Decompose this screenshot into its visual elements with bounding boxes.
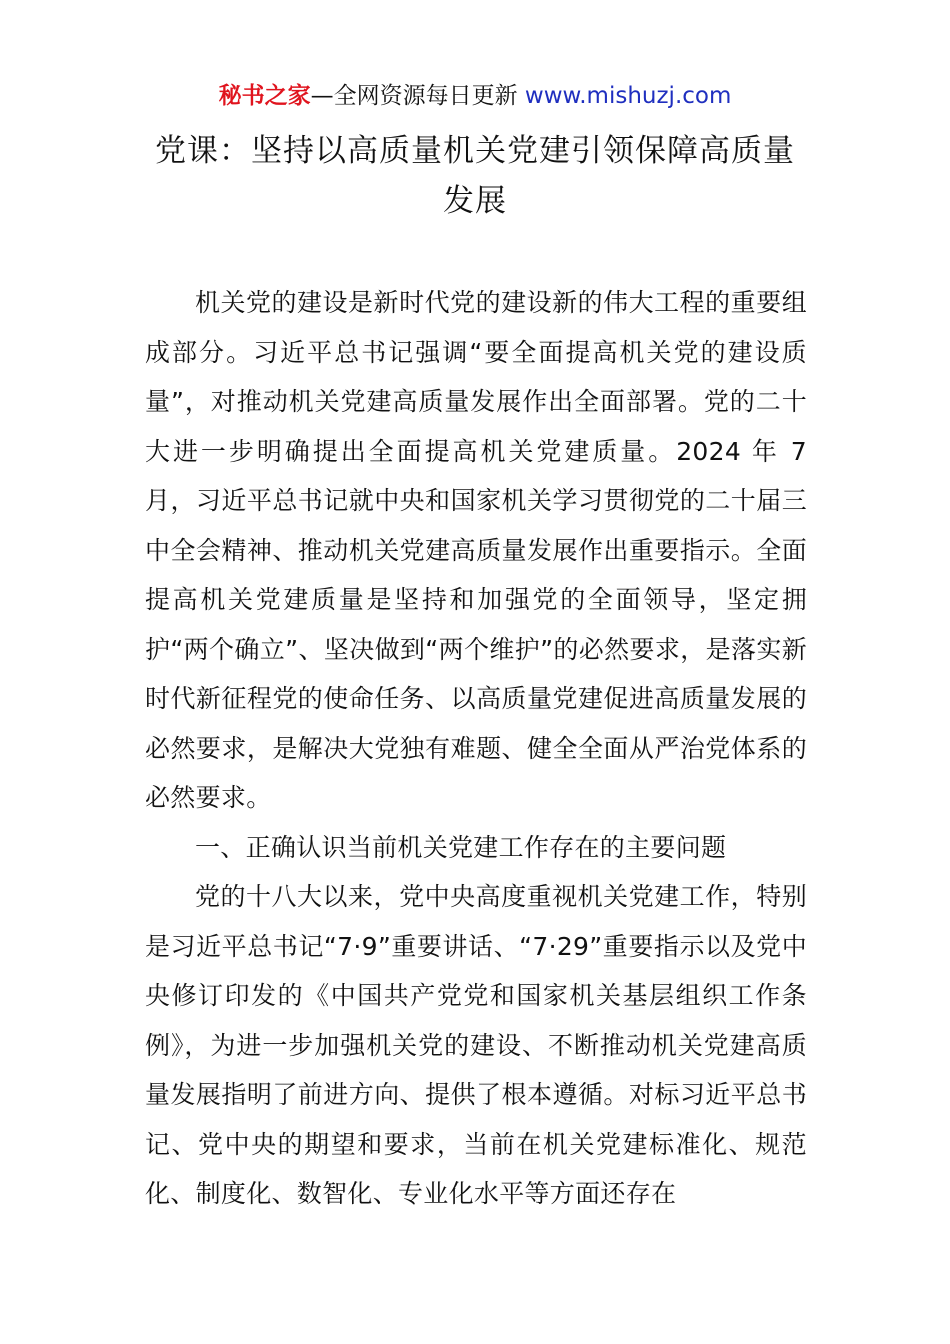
- document-title: 党课：坚持以高质量机关党建引领保障高质量发展: [155, 133, 795, 219]
- paragraph-intro: 机关党的建设是新时代党的建设新的伟大工程的重要组成部分。习近平总书记强调“要全面提高机关党的建设质量”，对推动机关党建高质量发展作出全面部署。党的二十大进一步明确提出全面提高机关党建质量。2024 年 7 月，习近平总书记就中央和国家机关学习贯彻党的二十届三中全会精神、推动机关党建高质量发展作出重要指示。全面提高机关党建质量是坚持和加强党的全面领导，坚定拥护“两个确立”、坚决做到“两个维护”的必然要求，是落实新时代新征程党的使命任务、以高质量党建促进高质量发展的必然要求，是解决大党独有难题、健全全面从严治党体系的必然要求。: [145, 288, 807, 812]
- document-body: [145, 278, 807, 1219]
- site-tagline: —全网资源每日更新: [310, 83, 518, 109]
- site-url-link[interactable]: www.mishuzj.com: [524, 83, 732, 109]
- site-brand: 秘书之家: [218, 83, 311, 109]
- paragraph-section-one: 党的十八大以来，党中央高度重视机关党建工作，特别是习近平总书记“7·9”重要讲话、“7·29”重要指示以及党中央修订印发的《中国共产党党和国家机关基层组织工作条例》，为进一步加强机关党的建设、不断推动机关党建高质量发展指明了前进方向、提供了根本遵循。对标习近平总书记、党中央的期望和要求，当前在机关党建标准化、规范化、制度化、数智化、专业化水平等方面还存在: [145, 882, 807, 1208]
- site-banner: [0, 80, 950, 112]
- section-heading: 一、正确认识当前机关党建工作存在的主要问题: [195, 832, 727, 862]
